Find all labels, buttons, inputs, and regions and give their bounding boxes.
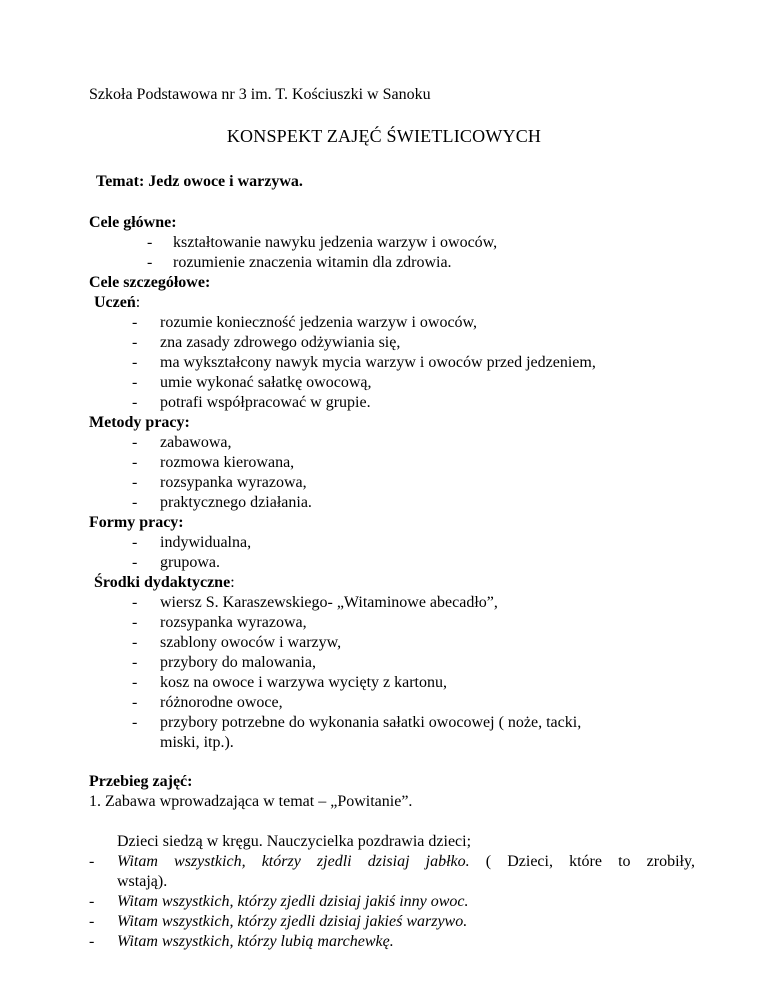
bullet-dash: -	[89, 853, 95, 870]
greeting-word: którzy	[261, 853, 301, 870]
greeting-word: Witam	[117, 853, 158, 870]
greeting-continuation: wstają).	[117, 873, 168, 890]
resource-item: wiersz S. Karaszewskiego- „Witaminowe abecadło”,	[160, 594, 498, 611]
document-title: KONSPEKT ZAJĘĆ ŚWIETLICOWYCH	[226, 126, 542, 146]
main-goal-item: kształtowanie nawyku jedzenia warzyw i owoców,	[173, 234, 498, 251]
methods-heading: Metody pracy:	[89, 414, 190, 431]
bullet-dash: -	[132, 534, 138, 551]
method-item: rozmowa kierowana,	[160, 454, 295, 471]
resources-heading: Środki dydaktyczne	[94, 574, 231, 591]
bullet-dash: -	[132, 634, 138, 651]
resource-item: szablony owoców i warzyw,	[160, 634, 342, 651]
detailed-goals-heading: Cele szczegółowe:	[89, 274, 211, 291]
greeting-word: wszystkich,	[174, 853, 246, 870]
school-name: Szkoła Podstawowa nr 3 im. T. Kościuszki w Sanoku	[89, 86, 431, 103]
greeting-line: Witam wszystkich, którzy lubią marchewkę.	[117, 933, 394, 950]
greeting-word: dzisiaj	[367, 853, 410, 870]
resource-item: różnorodne owoce,	[160, 694, 283, 711]
bullet-dash: -	[132, 594, 138, 611]
bullet-dash: -	[132, 654, 138, 671]
bullet-dash: -	[147, 234, 153, 251]
bullet-dash: -	[132, 374, 138, 391]
bullet-dash: -	[132, 674, 138, 691]
bullet-dash: -	[89, 893, 95, 910]
bullet-dash: -	[132, 334, 138, 351]
detailed-goal-item: rozumie konieczność jedzenia warzyw i owoców,	[160, 314, 478, 331]
resource-item: przybory potrzebne do wykonania sałatki owocowej ( noże, tacki,	[160, 714, 582, 731]
bullet-dash: -	[89, 913, 95, 930]
detailed-goal-item: umie wykonać sałatkę owocową,	[160, 374, 372, 391]
bullet-dash: -	[132, 354, 138, 371]
bullet-dash: -	[132, 554, 138, 571]
bullet-dash: -	[132, 474, 138, 491]
detailed-goal-item: zna zasady zdrowego odżywiania się,	[160, 334, 401, 351]
form-item: indywidualna,	[160, 534, 252, 551]
student-label: Uczeń	[94, 294, 136, 311]
greeting-word: (	[485, 853, 492, 870]
procedure-intro: Dzieci siedzą w kręgu. Nauczycielka pozdrawia dzieci;	[117, 833, 472, 850]
main-goals-heading: Cele główne:	[89, 214, 177, 231]
resources-heading-colon: :	[230, 574, 235, 591]
bullet-dash: -	[132, 614, 138, 631]
procedure-heading: Przebieg zajęć:	[89, 773, 193, 790]
bullet-dash: -	[132, 694, 138, 711]
detailed-goal-item: ma wykształcony nawyk mycia warzyw i owoców przed jedzeniem,	[160, 354, 596, 371]
greeting-word: jabłko.	[425, 853, 470, 870]
main-goal-item: rozumienie znaczenia witamin dla zdrowia.	[173, 254, 452, 271]
resource-item: przybory do malowania,	[160, 654, 316, 671]
forms-heading: Formy pracy:	[89, 514, 184, 531]
detailed-goal-item: potrafi współpracować w grupie.	[160, 394, 371, 411]
method-item: zabawowa,	[160, 434, 232, 451]
greeting-line-justified	[117, 852, 695, 872]
bullet-dash: -	[132, 454, 138, 471]
resource-item: kosz na owoce i warzywa wycięty z kartonu,	[160, 674, 447, 691]
student-label-colon: :	[135, 294, 141, 311]
method-item: praktycznego działania.	[160, 494, 312, 511]
topic: Temat: Jedz owoce i warzywa.	[96, 173, 303, 190]
bullet-dash: -	[132, 314, 138, 331]
bullet-dash: -	[147, 254, 153, 271]
method-item: rozsypanka wyrazowa,	[160, 474, 307, 491]
form-item: grupowa.	[160, 554, 220, 571]
greeting-word: Dzieci,	[507, 853, 553, 870]
bullet-dash: -	[132, 434, 138, 451]
greeting-word: to	[618, 853, 631, 870]
bullet-dash: -	[132, 494, 138, 511]
procedure-step-1: 1. Zabawa wprowadzająca w temat – „Powitanie”.	[89, 793, 413, 810]
greeting-word: zjedli	[316, 853, 352, 870]
student-label-line	[94, 293, 140, 313]
greeting-word: zrobiły,	[646, 853, 695, 870]
greeting-word: które	[569, 853, 602, 870]
greeting-line: Witam wszystkich, którzy zjedli dzisiaj jakieś warzywo.	[117, 913, 468, 930]
resources-heading-line	[94, 573, 235, 593]
resource-item: rozsypanka wyrazowa,	[160, 614, 307, 631]
bullet-dash: -	[132, 714, 138, 731]
greeting-line: Witam wszystkich, którzy zjedli dzisiaj jakiś inny owoc.	[117, 893, 469, 910]
bullet-dash: -	[132, 394, 138, 411]
resource-item-continuation: miski, itp.).	[160, 734, 234, 751]
bullet-dash: -	[89, 933, 95, 950]
